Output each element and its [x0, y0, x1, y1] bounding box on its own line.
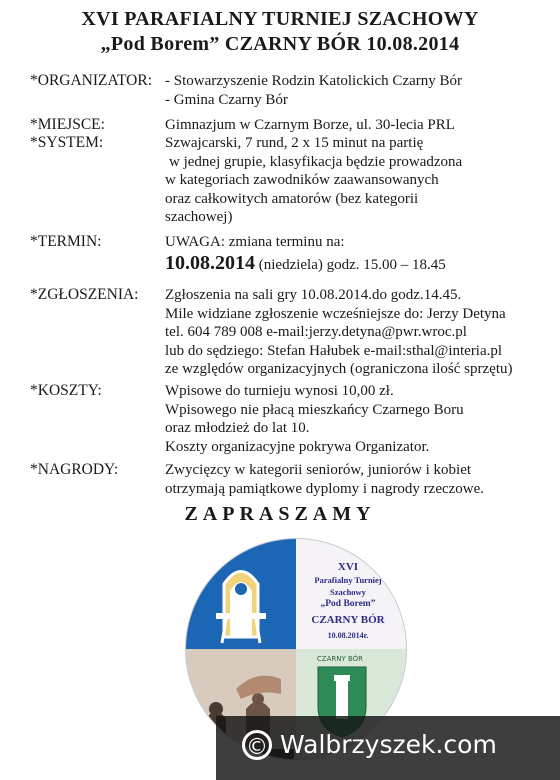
zgloszenia-line: lub do sędziego: Stefan Hałubek e-mail:sthal@interia.pl	[165, 342, 503, 359]
site-watermark	[216, 716, 560, 780]
watermark-text: Walbrzyszek.com	[280, 730, 497, 759]
system-label: *SYSTEM:	[30, 134, 104, 151]
organizator-line: - Gmina Czarny Bór	[165, 91, 288, 108]
event-day: (niedziela)	[258, 256, 323, 273]
emblem-line: Parafialny Turniej	[314, 575, 382, 585]
zgloszenia-line: Zgłoszenia na sali gry 10.08.2014.do godz.14.45.	[165, 287, 462, 303]
termin-note: UWAGA: zmiana terminu na:	[165, 234, 345, 250]
miejsce-line: Gimnazjum w Czarnym Borze, ul. 30-lecia PRL	[165, 117, 455, 133]
zgloszenia-line: Mile widziane zgłoszenie wcześniejsze do: Jerzy Detyna	[165, 305, 506, 322]
nagrody-line: Zwycięzcy w kategorii seniorów, juniorów i kobiet	[165, 462, 472, 478]
event-time: godz. 15.00 – 18.45	[326, 256, 446, 273]
nagrody-line: otrzymają pamiątkowe dyplomy i nagrody rzeczowe.	[165, 480, 485, 497]
nagrody-label: *NAGRODY:	[30, 461, 119, 478]
emblem-line: XVI	[337, 561, 359, 573]
poster-title: XVI PARAFIALNY TURNIEJ SZACHOWY	[81, 8, 479, 30]
zgloszenia-label: *ZGŁOSZENIA:	[30, 286, 139, 303]
emblem-line: 10.08.2014r.	[327, 631, 369, 640]
zgloszenia-line: ze względów organizacyjnych (ograniczona ilość sprzętu)	[165, 361, 513, 377]
organizator-line: - Stowarzyszenie Rodzin Katolickich Czarny Bór	[165, 73, 462, 89]
termin-label: *TERMIN:	[30, 233, 102, 250]
system-line: w jednej grupie, klasyfikacja będzie prowadzona	[169, 153, 463, 170]
poster-subtitle: „Pod Borem” CZARNY BÓR 10.08.2014	[100, 33, 460, 55]
system-line: oraz całkowitych amatorów (bez kategorii	[165, 190, 419, 207]
emblem-line: CZARNY BÓR	[311, 614, 385, 626]
emblem-blue-quadrant	[186, 539, 296, 649]
koszty-line: oraz młodzież do lat 10.	[165, 420, 310, 436]
madonna-chess-icon	[186, 539, 296, 649]
emblem-line: Szachowy	[330, 587, 366, 597]
copyright-icon: ©	[242, 730, 272, 760]
zgloszenia-line: tel. 604 789 008 e-mail:jerzy.detyna@pwr.wroc.pl	[165, 324, 467, 340]
koszty-label: *KOSZTY:	[30, 382, 102, 399]
system-line: Szwajcarski, 7 rund, 2 x 15 minut na partię	[165, 135, 424, 151]
miejsce-label: *MIEJSCE:	[30, 116, 105, 133]
crest-label: CZARNY BÓR	[316, 655, 364, 663]
koszty-line: Wpisowe do turnieju wynosi 10,00 zł.	[165, 383, 394, 399]
closing-invitation: ZAPRASZAMY	[184, 503, 376, 525]
event-date: 10.08.2014	[165, 251, 255, 274]
organizator-label: *ORGANIZATOR:	[30, 72, 152, 89]
koszty-line: Koszty organizacyjne pokrywa Organizator.	[165, 438, 430, 455]
emblem-line: „Pod Borem”	[320, 599, 376, 609]
koszty-line: Wpisowego nie płacą mieszkańcy Czarnego Boru	[165, 401, 464, 418]
system-line: szachowej)	[165, 209, 233, 225]
system-line: w kategoriach zawodników zaawansowanych	[165, 172, 439, 188]
